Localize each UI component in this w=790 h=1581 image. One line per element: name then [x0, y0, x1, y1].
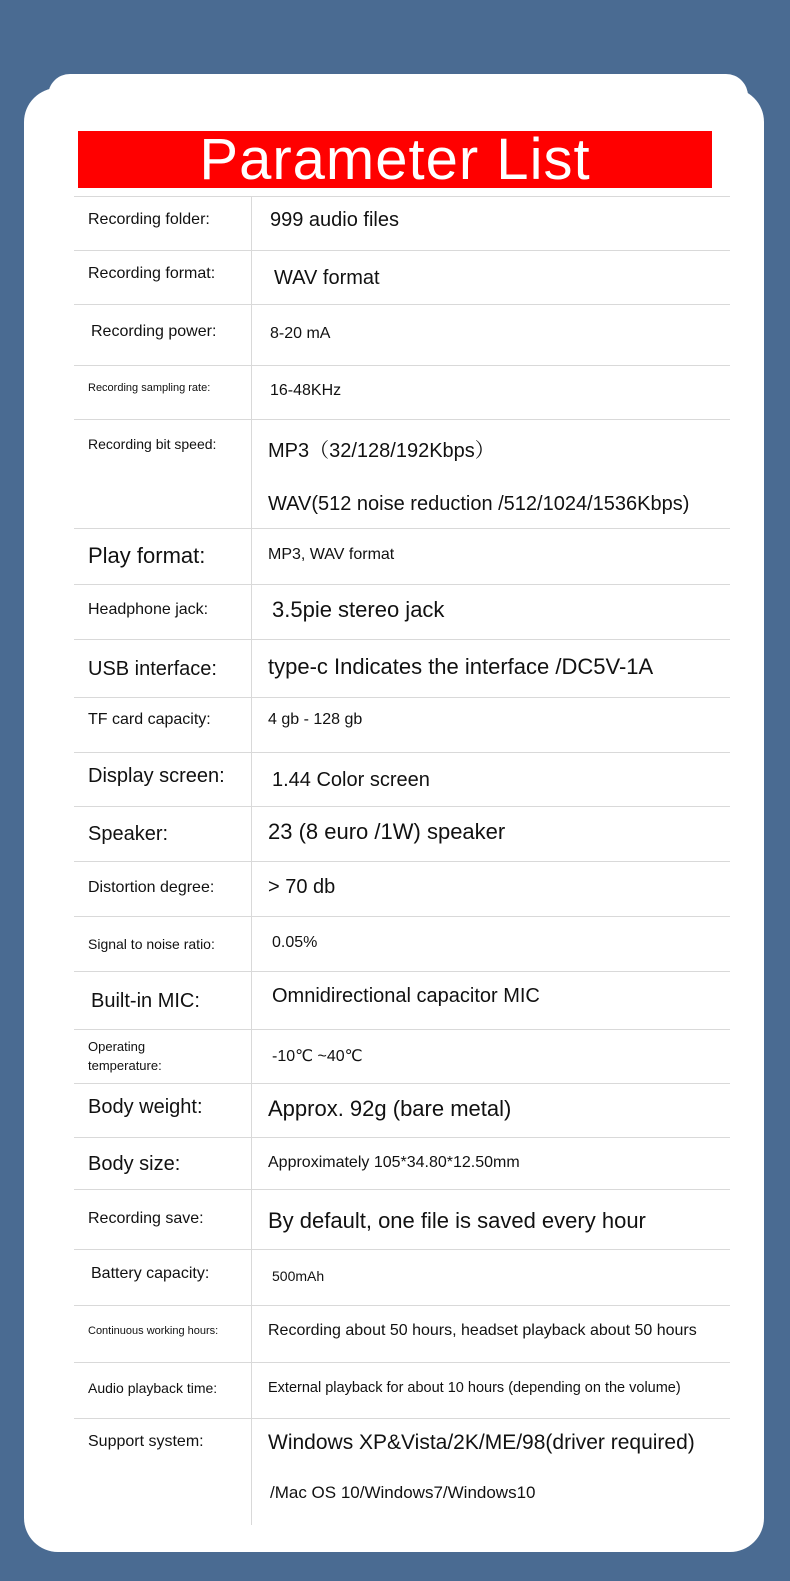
row-label: Recording power:: [74, 305, 252, 365]
table-row: [74, 365, 730, 419]
row-value: 0.05%: [272, 934, 318, 951]
row-value: 4 gb - 128 gb: [268, 711, 363, 728]
row-value: Approx. 92g (bare metal): [268, 1096, 512, 1121]
table-row: [74, 250, 730, 304]
table-row: [74, 196, 730, 250]
table-row: [74, 806, 730, 861]
table-row: [74, 752, 730, 806]
row-label: Display screen:: [74, 753, 252, 806]
table-row: [74, 1083, 730, 1137]
row-label: Body size:: [74, 1138, 252, 1189]
row-value: 1.44 Color screen: [272, 769, 430, 791]
row-label: Signal to noise ratio:: [74, 917, 252, 971]
row-label: Continuous working hours:: [74, 1306, 252, 1362]
row-label: Recording folder:: [74, 197, 252, 250]
page-title: Parameter List: [78, 131, 712, 188]
row-label: Distortion degree:: [74, 862, 252, 916]
table-row: [74, 1305, 730, 1362]
row-label: Recording sampling rate:: [74, 366, 252, 419]
table-row: [74, 861, 730, 916]
table-row: [74, 1362, 730, 1418]
row-value: -10℃ ~40℃: [272, 1048, 363, 1065]
row-label: Built-in MIC:: [74, 972, 252, 1029]
row-label: Battery capacity:: [74, 1250, 252, 1305]
table-row: [74, 639, 730, 697]
row-value: MP3（32/128/192Kbps） WAV(512 noise reduction /512/1024/1536Kbps): [268, 440, 690, 515]
row-value: Windows XP&Vista/2K/ME/98(driver required) /Mac OS 10/Windows7/Windows10: [268, 1431, 695, 1502]
row-value: Approximately 105*34.80*12.50mm: [268, 1154, 520, 1171]
table-row: [74, 1189, 730, 1249]
parameter-table: [74, 196, 730, 1525]
table-row: [74, 1249, 730, 1305]
row-label: Recording bit speed:: [74, 420, 252, 528]
row-value: 999 audio files: [270, 209, 399, 231]
table-row: [74, 971, 730, 1029]
row-value: MP3, WAV format: [268, 546, 395, 563]
table-row: [74, 1137, 730, 1189]
table-row: [74, 419, 730, 528]
row-label: Recording format:: [74, 251, 252, 304]
row-label: Audio playback time:: [74, 1363, 252, 1418]
row-value: 8-20 mA: [270, 325, 331, 342]
row-value: 16-48KHz: [270, 382, 342, 399]
row-label: Support system:: [74, 1419, 252, 1525]
row-value: 23 (8 euro /1W) speaker: [268, 819, 506, 844]
row-label: Recording save:: [74, 1190, 252, 1249]
row-value: 500mAh: [272, 1268, 325, 1284]
row-label: Headphone jack:: [74, 585, 252, 639]
row-value: > 70 db: [268, 876, 336, 898]
row-label: Play format:: [74, 529, 252, 584]
table-row: [74, 1418, 730, 1525]
row-label: Body weight:: [74, 1084, 252, 1137]
row-label: USB interface:: [74, 640, 252, 697]
row-value: 3.5pie stereo jack: [272, 597, 445, 622]
table-row: [74, 528, 730, 584]
row-value: Omnidirectional capacitor MIC: [272, 985, 540, 1007]
row-label: Operating temperature:: [74, 1030, 252, 1083]
table-row: [74, 304, 730, 365]
row-value: WAV format: [274, 267, 380, 289]
row-label: Speaker:: [74, 807, 252, 861]
table-row: [74, 916, 730, 971]
table-row: [74, 584, 730, 639]
row-value: type-c Indicates the interface /DC5V-1A: [268, 654, 654, 679]
table-row: [74, 1029, 730, 1083]
row-value: Recording about 50 hours, headset playback about 50 hours: [268, 1322, 697, 1339]
row-value: By default, one file is saved every hour: [268, 1208, 646, 1233]
table-row: [74, 697, 730, 752]
row-value: External playback for about 10 hours (depending on the volume): [268, 1380, 681, 1396]
row-label: TF card capacity:: [74, 698, 252, 752]
